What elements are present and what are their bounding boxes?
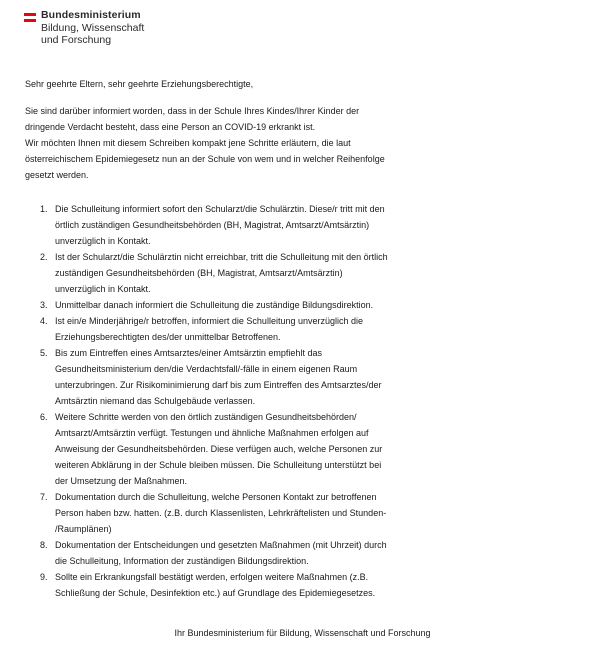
step-text-line: Anweisung der Gesundheitsbehörden. Diese verfügen auch, welche Personen zur: [55, 444, 383, 454]
step-text-line: zuständigen Gesundheitsbehörden (BH, Magistrat, Amtsarzt/Amtsärztin): [55, 268, 343, 278]
step-item: [25, 537, 585, 569]
step-text-line: Unmittelbar danach informiert die Schulleitung die zuständige Bildungsdirektion.: [55, 300, 374, 310]
step-text-line: Gesundheitsministerium den/die Verdachtsfall/-fälle in einem eigenen Raum: [55, 364, 358, 374]
step-text-line: die Schulleitung, Information der zuständigen Bildungsdirektion.: [55, 556, 309, 566]
step-item: [25, 345, 585, 409]
step-text-line: Die Schulleitung informiert sofort den Schularzt/die Schulärztin. Diese/r tritt mit den: [55, 204, 385, 214]
intro-line: österreichischem Epidemiegesetz nun an der Schule von wem und in welcher Reihenfolge: [25, 154, 385, 164]
logo-line-1: Bundesministerium: [41, 9, 141, 21]
step-item: [25, 201, 585, 249]
step-item: [25, 249, 585, 297]
step-text-line: /Raumplänen): [55, 524, 112, 534]
step-text-line: Dokumentation durch die Schulleitung, welche Personen Kontakt zur betroffenen: [55, 492, 377, 502]
step-number: 6.: [40, 412, 48, 422]
step-text-line: Schließung der Schule, Desinfektion etc.) auf Grundlage des Epidemiegesetzes.: [55, 588, 376, 598]
step-text-line: örtlich zuständigen Gesundheitsbehörden (BH, Magistrat, Amtsarzt/Amtsärztin): [55, 220, 370, 230]
intro-line: dringende Verdacht besteht, dass eine Person an COVID-19 erkrankt ist.: [25, 122, 316, 132]
step-text-line: Sollte ein Erkrankungsfall bestätigt werden, erfolgen weitere Maßnahmen (z.B.: [55, 572, 369, 582]
step-text-line: der Umsetzung der Maßnahmen.: [55, 476, 188, 486]
intro-line: gesetzt werden.: [25, 170, 89, 180]
step-text-line: Erziehungsberechtigten des/der unmittelbar Betroffenen.: [55, 332, 281, 342]
step-text-line: Amtsarzt/Amtsärztin verfügt. Testungen und ähnliche Maßnahmen erfolgen auf: [55, 428, 369, 438]
step-number: 9.: [40, 572, 48, 582]
intro-line: Wir möchten Ihnen mit diesem Schreiben kompakt jene Schritte erläutern, die laut: [25, 138, 351, 148]
steps-list: [25, 201, 585, 601]
step-text-line: unverzüglich in Kontakt.: [55, 236, 151, 246]
logo-line-3: und Forschung: [41, 34, 112, 46]
step-number: 5.: [40, 348, 48, 358]
logo-line-2: Bildung, Wissenschaft: [41, 21, 145, 34]
step-number: 8.: [40, 540, 48, 550]
step-number: 2.: [40, 252, 48, 262]
austrian-flag-icon: [24, 13, 36, 23]
ministry-logo: [24, 9, 224, 51]
step-item: [25, 297, 585, 313]
intro-line: Sie sind darüber informiert worden, dass in der Schule Ihres Kindes/Ihrer Kinder der: [25, 106, 360, 116]
step-number: 1.: [40, 204, 48, 214]
step-number: 3.: [40, 300, 48, 310]
step-item: [25, 313, 585, 345]
step-number: 4.: [40, 316, 48, 326]
step-text-line: unterzubringen. Zur Risikominimierung darf bis zum Eintreffen des Amtsarztes/der: [55, 380, 382, 390]
logo-text: [41, 9, 144, 47]
step-item: [25, 489, 585, 537]
step-text-line: unverzüglich in Kontakt.: [55, 284, 151, 294]
step-text-line: Dokumentation der Entscheidungen und gesetzten Maßnahmen (mit Uhrzeit) durch: [55, 540, 387, 550]
step-text-line: Ist der Schularzt/die Schulärztin nicht erreichbar, tritt die Schulleitung mit den örtlich: [55, 252, 388, 262]
flag-stripe-bottom: [24, 19, 36, 22]
step-text-line: Person haben bzw. hatten. (z.B. durch Klassenlisten, Lehrkräftelisten und Stunden-: [55, 508, 387, 518]
signoff: Ihr Bundesministerium für Bildung, Wissenschaft und Forschung: [174, 628, 431, 638]
intro-paragraph: [25, 103, 585, 183]
step-text-line: weiteren Abklärung in der Schule bleiben müssen. Die Schulleitung unterstützt bei: [55, 460, 382, 470]
step-item: [25, 569, 585, 601]
step-text-line: Amtsärztin niemand das Schulgebäude verlassen.: [55, 396, 256, 406]
salutation: Sehr geehrte Eltern, sehr geehrte Erziehungsberechtigte,: [25, 79, 254, 89]
step-item: [25, 409, 585, 489]
step-text-line: Ist ein/e Minderjährige/r betroffen, informiert die Schulleitung unverzüglich die: [55, 316, 363, 326]
step-number: 7.: [40, 492, 48, 502]
letter-body: [25, 76, 585, 601]
step-text-line: Weitere Schritte werden von den örtlich zuständigen Gesundheitsbehörden/: [55, 412, 357, 422]
step-text-line: Bis zum Eintreffen eines Amtsarztes/einer Amtsärztin empfiehlt das: [55, 348, 322, 358]
